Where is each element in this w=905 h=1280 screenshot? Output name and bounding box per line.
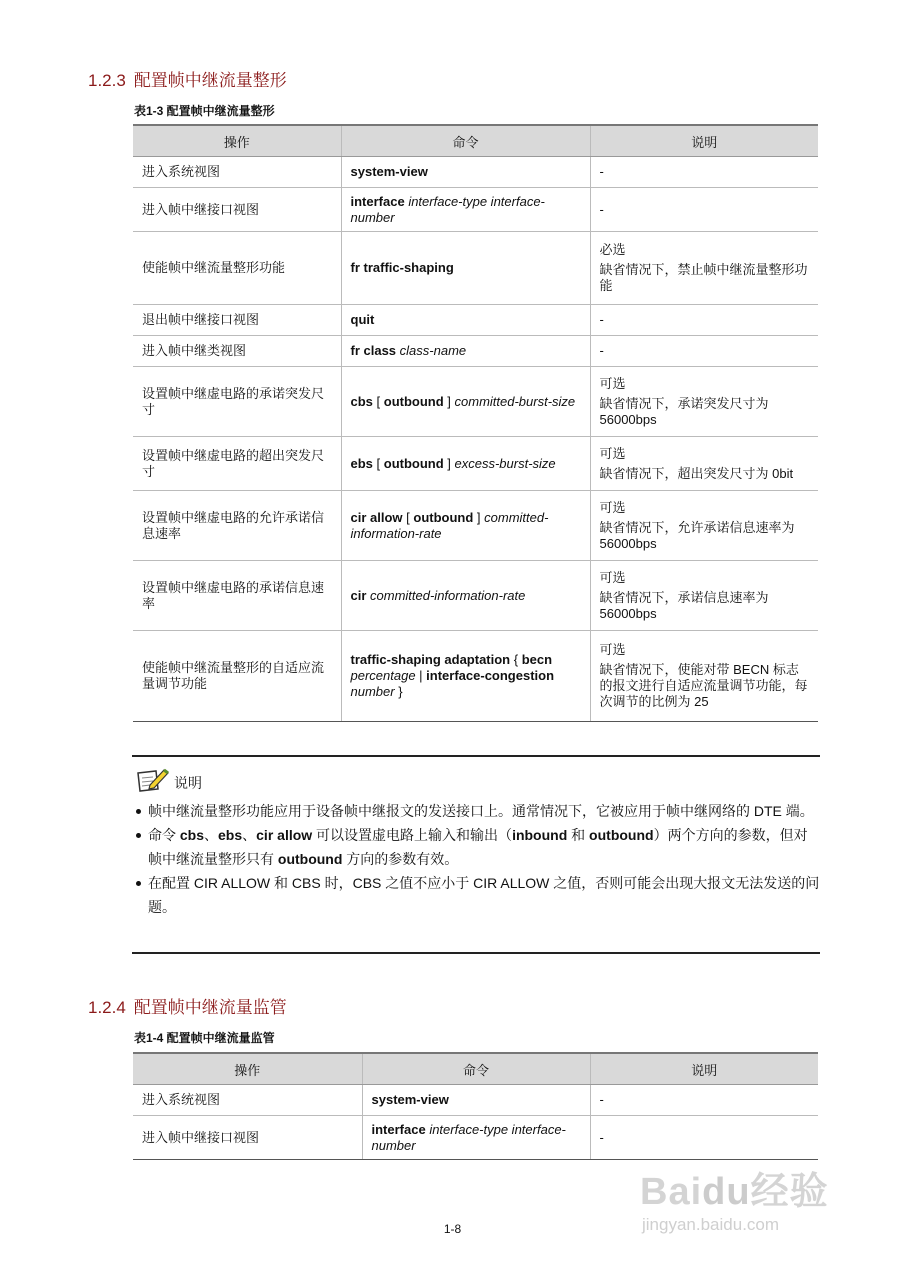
command-cell <box>362 1085 590 1116</box>
text-segment: [ <box>402 509 414 525</box>
text-segment: [ <box>372 393 384 409</box>
description-text: 可选 <box>599 642 626 657</box>
text-segment: { <box>510 652 522 667</box>
command-argument: committed-information-rate <box>370 587 526 603</box>
description-cell <box>590 1116 818 1160</box>
description-cell <box>590 188 818 232</box>
note-box <box>132 755 820 954</box>
table-row <box>133 188 818 232</box>
command-keyword: outbound <box>277 851 343 867</box>
table-row <box>133 1085 818 1116</box>
note-header: 说明 <box>136 767 202 793</box>
command-keyword: ebs <box>218 827 243 843</box>
table-row <box>133 305 818 336</box>
command-keyword: outbound <box>413 509 474 525</box>
command-cell <box>341 305 590 336</box>
description-cell <box>590 232 818 305</box>
description-text: - <box>599 164 604 179</box>
description-text: 缺省情况下，使能对带 BECN 标志的报文进行自适应流量调节功能，每次调节的比例为 25 <box>599 662 808 709</box>
command-cell <box>341 437 590 491</box>
table-caption: 表1-3 配置帧中继流量整形 <box>134 104 275 118</box>
command-keyword: cbs <box>350 393 373 409</box>
text-segment: 和 <box>567 827 590 843</box>
description-cell <box>590 367 818 437</box>
command-cell <box>341 561 590 631</box>
description-cell <box>590 491 818 561</box>
description-text: 可选 <box>599 499 626 515</box>
operation-cell: 退出帧中继接口视图 <box>133 305 341 336</box>
text-segment: | <box>415 668 427 683</box>
text-segment: ] <box>443 455 455 471</box>
text-segment: ] <box>473 509 485 525</box>
description-text: 可选 <box>599 445 626 461</box>
command-keyword: ebs <box>350 455 373 471</box>
command-cell <box>341 336 590 367</box>
text-segment: [ <box>372 455 384 471</box>
command-keyword: system-view <box>371 1092 449 1107</box>
table-row <box>133 491 818 561</box>
table-row <box>133 631 818 722</box>
command-keyword: inbound <box>512 827 568 843</box>
command-argument: number <box>350 684 395 699</box>
operation-cell: 进入帧中继类视图 <box>133 336 341 367</box>
note-pencil-icon <box>136 767 172 793</box>
command-keyword: cir allow <box>256 827 313 843</box>
command-keyword: fr class <box>350 343 400 358</box>
config-table-traffic-shaping <box>133 124 818 722</box>
command-keyword: quit <box>350 312 375 327</box>
command-keyword: outbound <box>589 827 654 843</box>
description-cell <box>590 305 818 336</box>
command-keyword: interface <box>371 1121 430 1137</box>
command-argument: percentage <box>350 668 416 683</box>
command-keyword: interface-congestion <box>426 668 555 683</box>
description-text: - <box>599 201 604 217</box>
operation-cell: 设置帧中继虚电路的超出突发尺寸 <box>133 437 341 491</box>
table-row <box>133 367 818 437</box>
text-segment: ] <box>443 393 455 409</box>
description-text: 缺省情况下，禁止帧中继流量整形功能 <box>599 262 808 293</box>
text-segment: 、 <box>204 827 219 843</box>
description-text: - <box>599 1129 604 1145</box>
command-keyword: cir allow <box>350 509 403 525</box>
operation-cell: 设置帧中继虚电路的承诺突发尺寸 <box>133 367 341 437</box>
description-text: 缺省情况下，超出突发尺寸为 0bit <box>599 465 794 481</box>
command-argument: interface-type interface-number <box>371 1121 566 1153</box>
text-segment: 帧中继流量整形功能应用于设备帧中继报文的发送接口上。通常情况下，它被应用于帧中继网络的 DTE 端。 <box>148 803 814 819</box>
text-segment: 、 <box>242 827 257 843</box>
command-cell <box>341 232 590 305</box>
command-argument: committed-information-rate <box>350 509 549 541</box>
command-argument: class-name <box>399 343 467 358</box>
description-text: 缺省情况下，承诺突发尺寸为56000bps <box>599 395 769 427</box>
table-row <box>133 232 818 305</box>
description-text: 可选 <box>599 569 626 585</box>
command-cell <box>341 491 590 561</box>
description-text: - <box>599 312 604 327</box>
operation-cell: 进入帧中继接口视图 <box>133 1116 362 1160</box>
command-argument: committed-burst-size <box>454 393 576 409</box>
note-bullet-item <box>140 823 820 871</box>
note-list <box>140 799 820 919</box>
description-cell <box>590 336 818 367</box>
description-text: - <box>599 1092 604 1107</box>
section-heading-1-2-3: 1.2.3 配置帧中继流量整形 <box>88 71 287 90</box>
column-header: 说明 <box>590 125 818 157</box>
description-text: 可选 <box>599 375 626 391</box>
column-header: 说明 <box>590 1053 818 1085</box>
description-text: 必选 <box>599 242 626 257</box>
text-segment: 方向的参数有效。 <box>342 851 459 867</box>
command-cell <box>341 631 590 722</box>
table-row <box>133 1116 818 1160</box>
operation-cell: 进入帧中继接口视图 <box>133 188 341 232</box>
command-keyword: cbs <box>179 827 205 843</box>
command-keyword: traffic-shaping adaptation <box>350 652 511 667</box>
operation-cell: 进入系统视图 <box>133 1085 362 1116</box>
command-keyword: outbound <box>383 393 444 409</box>
table-row <box>133 437 818 491</box>
command-keyword: cir <box>350 587 371 603</box>
section-heading-1-2-4: 1.2.4 配置帧中继流量监管 <box>88 998 287 1017</box>
config-table-traffic-policing <box>133 1052 818 1160</box>
description-text: 缺省情况下，允许承诺信息速率为56000bps <box>599 519 795 551</box>
description-text: 缺省情况下，承诺信息速率为56000bps <box>599 589 769 621</box>
command-cell <box>362 1116 590 1160</box>
command-cell <box>341 157 590 188</box>
command-keyword: system-view <box>350 164 428 179</box>
command-cell <box>341 188 590 232</box>
operation-cell: 设置帧中继虚电路的承诺信息速率 <box>133 561 341 631</box>
column-header: 命令 <box>341 125 590 157</box>
text-segment: 命令 <box>148 827 180 843</box>
operation-cell: 使能帧中继流量整形的自适应流量调节功能 <box>133 631 341 722</box>
operation-cell: 进入系统视图 <box>133 157 341 188</box>
command-keyword: outbound <box>383 455 444 471</box>
table-row <box>133 561 818 631</box>
column-header: 命令 <box>362 1053 590 1085</box>
command-keyword: becn <box>521 652 553 667</box>
text-segment: 在配置 CIR ALLOW 和 CBS 时，CBS 之值不应小于 CIR ALLOW 之值，否则可能会出现大报文无法发送的问题。 <box>148 875 820 915</box>
command-argument: interface-type interface-number <box>350 193 545 225</box>
page-number: 1-8 <box>443 1222 462 1236</box>
command-cell <box>341 367 590 437</box>
note-bullet-item <box>140 871 820 919</box>
table-row <box>133 336 818 367</box>
column-header: 操作 <box>133 125 341 157</box>
command-argument: excess-burst-size <box>454 455 556 471</box>
operation-cell: 设置帧中继虚电路的允许承诺信息速率 <box>133 491 341 561</box>
baidu-watermark-logo: Baidu经验 jingyan.baidu.com <box>640 1171 829 1234</box>
table-caption: 表1-4 配置帧中继流量监管 <box>134 1031 275 1045</box>
text-segment: } <box>394 684 403 699</box>
operation-cell: 使能帧中继流量整形功能 <box>133 232 341 305</box>
description-text: - <box>599 343 604 358</box>
description-cell <box>590 631 818 722</box>
text-segment: ）两个方向的参数，但对帧中继流量整形只有 <box>148 827 808 867</box>
command-keyword: fr traffic-shaping <box>350 260 454 275</box>
note-bullet-item <box>140 799 820 823</box>
description-cell <box>590 561 818 631</box>
description-cell <box>590 157 818 188</box>
text-segment: 可以设置虚电路上输入和输出（ <box>312 827 513 843</box>
description-cell <box>590 437 818 491</box>
description-cell <box>590 1085 818 1116</box>
command-keyword: interface <box>350 193 409 209</box>
column-header: 操作 <box>133 1053 362 1085</box>
table-row <box>133 157 818 188</box>
